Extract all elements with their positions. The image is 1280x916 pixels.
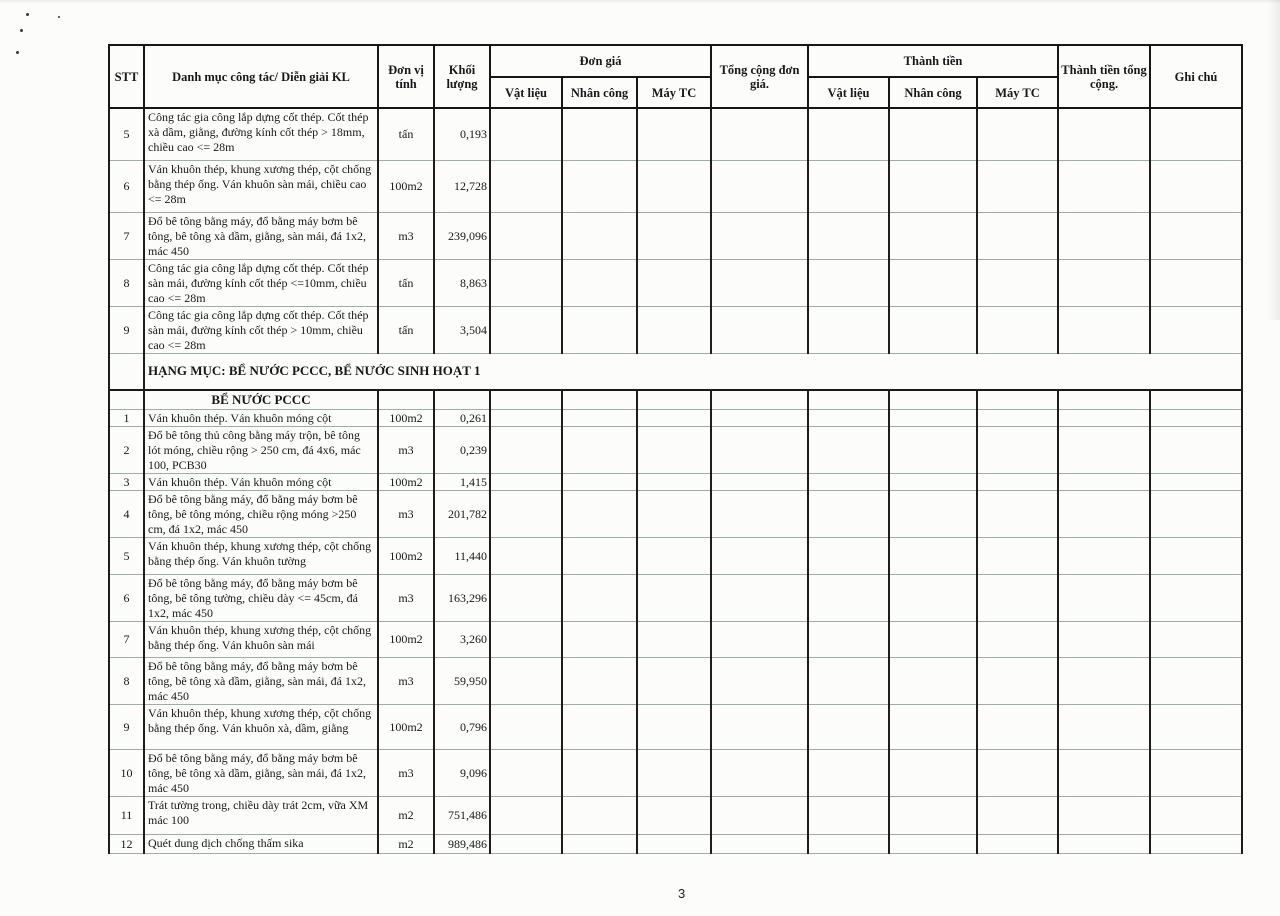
dg-may-tc-cell xyxy=(637,473,711,490)
dg-vat-lieu-cell xyxy=(490,537,562,574)
tt-may-tc-cell xyxy=(977,834,1058,853)
dg-nhan-cong-cell xyxy=(562,160,637,212)
stt-cell xyxy=(109,353,144,390)
tong-cong-don-gia-cell xyxy=(711,212,808,259)
dg-may-tc-cell xyxy=(637,704,711,749)
tt-vat-lieu-cell xyxy=(808,108,889,160)
tong-cong-don-gia-cell xyxy=(711,749,808,796)
dg-may-tc-cell xyxy=(637,834,711,853)
ghi-chu-cell xyxy=(1150,621,1242,657)
ghi-chu-cell xyxy=(1150,749,1242,796)
tt-may-tc-cell xyxy=(977,537,1058,574)
dg-vat-lieu-cell xyxy=(490,749,562,796)
unit-cell: m2 xyxy=(378,796,434,834)
table-row xyxy=(109,657,1242,704)
tt-vat-lieu-cell xyxy=(808,796,889,834)
tt-vat-lieu-cell xyxy=(808,306,889,353)
dg-vat-lieu-cell xyxy=(490,259,562,306)
stt-cell: 2 xyxy=(109,426,144,473)
work-description-cell: Đổ bê tông bằng máy, đổ bằng máy bơm bê tông, bê tông móng, chiều rộng móng >250 cm, đá 1x2, mác 450 xyxy=(144,490,378,537)
stt-cell: 9 xyxy=(109,704,144,749)
unit-cell: 100m2 xyxy=(378,537,434,574)
quantity-cell: 201,782 xyxy=(434,490,490,537)
unit-cell: 100m2 xyxy=(378,409,434,426)
tt-nhan-cong-cell xyxy=(889,409,977,426)
work-description-cell: Ván khuôn thép, khung xương thép, cột chống bằng thép ống. Ván khuôn sàn mái xyxy=(144,621,378,657)
subsection-label: BỂ NƯỚC PCCC xyxy=(144,390,378,409)
dg-may-tc-cell xyxy=(637,426,711,473)
dg-may-tc-cell xyxy=(637,259,711,306)
table-row xyxy=(109,473,1242,490)
header-tt-may-tc: Máy TC xyxy=(977,77,1058,108)
quantity-cell: 11,440 xyxy=(434,537,490,574)
stt-cell: 6 xyxy=(109,160,144,212)
unit-cell: m3 xyxy=(378,749,434,796)
dg-nhan-cong-cell xyxy=(562,212,637,259)
tong-cong-don-gia-cell xyxy=(711,490,808,537)
table-row xyxy=(109,306,1242,353)
dg-vat-lieu-cell xyxy=(490,834,562,853)
scan-edge-right xyxy=(1268,0,1280,320)
tt-vat-lieu-cell xyxy=(808,490,889,537)
ghi-chu-cell xyxy=(1150,259,1242,306)
quantity-cell: 1,415 xyxy=(434,473,490,490)
tong-cong-don-gia-cell xyxy=(711,796,808,834)
tt-nhan-cong-cell xyxy=(889,473,977,490)
ghi-chu-cell xyxy=(1150,390,1242,409)
dg-nhan-cong-cell xyxy=(562,306,637,353)
ghi-chu-cell xyxy=(1150,537,1242,574)
dg-may-tc-cell xyxy=(637,108,711,160)
tt-tong-cong-cell xyxy=(1058,704,1150,749)
quantity-cell: 989,486 xyxy=(434,834,490,853)
dg-may-tc-cell xyxy=(637,160,711,212)
table-row xyxy=(109,259,1242,306)
scan-speck xyxy=(16,51,19,54)
dg-nhan-cong-cell xyxy=(562,490,637,537)
tt-nhan-cong-cell xyxy=(889,259,977,306)
dg-may-tc-cell xyxy=(637,306,711,353)
ghi-chu-cell xyxy=(1150,160,1242,212)
unit-cell: tấn xyxy=(378,306,434,353)
table-row xyxy=(109,796,1242,834)
tong-cong-don-gia-cell xyxy=(711,390,808,409)
header-thanh-tien-tong-cong: Thành tiền tổng cộng. xyxy=(1058,45,1150,108)
work-description-cell: Ván khuôn thép, khung xương thép, cột chống bằng thép ống. Ván khuôn sàn mái, chiều cao <= 28m xyxy=(144,160,378,212)
dg-vat-lieu-cell xyxy=(490,490,562,537)
dg-nhan-cong-cell xyxy=(562,409,637,426)
unit-cell: m2 xyxy=(378,834,434,853)
tt-nhan-cong-cell xyxy=(889,390,977,409)
dg-nhan-cong-cell xyxy=(562,537,637,574)
stt-cell: 7 xyxy=(109,212,144,259)
dg-nhan-cong-cell xyxy=(562,426,637,473)
tong-cong-don-gia-cell xyxy=(711,574,808,621)
dg-nhan-cong-cell xyxy=(562,621,637,657)
dg-vat-lieu-cell xyxy=(490,306,562,353)
stt-cell: 11 xyxy=(109,796,144,834)
tt-tong-cong-cell xyxy=(1058,473,1150,490)
tong-cong-don-gia-cell xyxy=(711,834,808,853)
ghi-chu-cell xyxy=(1150,108,1242,160)
stt-cell: 3 xyxy=(109,473,144,490)
tt-nhan-cong-cell xyxy=(889,834,977,853)
header-dg-vat-lieu: Vật liệu xyxy=(490,77,562,108)
page-number: 3 xyxy=(678,886,686,901)
tt-nhan-cong-cell xyxy=(889,306,977,353)
ghi-chu-cell xyxy=(1150,657,1242,704)
dg-vat-lieu-cell xyxy=(490,796,562,834)
tt-tong-cong-cell xyxy=(1058,749,1150,796)
quantity-cell: 0,239 xyxy=(434,426,490,473)
table-row xyxy=(109,426,1242,473)
subsection-header-row xyxy=(109,390,1242,409)
scan-speck xyxy=(20,29,23,32)
dg-nhan-cong-cell xyxy=(562,834,637,853)
header-danh-muc: Danh mục công tác/ Diễn giải KL xyxy=(144,45,378,108)
table-row xyxy=(109,108,1242,160)
tt-vat-lieu-cell xyxy=(808,473,889,490)
dg-nhan-cong-cell xyxy=(562,796,637,834)
work-description-cell: Đổ bê tông bằng máy, đổ bằng máy bơm bê tông, bê tông xà dầm, giằng, sàn mái, đá 1x2, mác 450 xyxy=(144,212,378,259)
tt-tong-cong-cell xyxy=(1058,574,1150,621)
header-dg-may-tc: Máy TC xyxy=(637,77,711,108)
tt-vat-lieu-cell xyxy=(808,259,889,306)
work-description-cell: Quét dung dịch chống thấm sika xyxy=(144,834,378,853)
ghi-chu-cell xyxy=(1150,704,1242,749)
dg-may-tc-cell xyxy=(637,409,711,426)
dg-vat-lieu-cell xyxy=(490,212,562,259)
tt-vat-lieu-cell xyxy=(808,657,889,704)
ghi-chu-cell xyxy=(1150,409,1242,426)
quantity-cell: 8,863 xyxy=(434,259,490,306)
header-dg-nhan-cong: Nhân công xyxy=(562,77,637,108)
table-row xyxy=(109,834,1242,853)
header-tt-nhan-cong: Nhân công xyxy=(889,77,977,108)
table-row xyxy=(109,212,1242,259)
quantity-cell: 3,260 xyxy=(434,621,490,657)
work-description-cell: Ván khuôn thép. Ván khuôn móng cột xyxy=(144,409,378,426)
dg-may-tc-cell xyxy=(637,657,711,704)
quantity-cell: 0,193 xyxy=(434,108,490,160)
tt-tong-cong-cell xyxy=(1058,621,1150,657)
stt-cell: 8 xyxy=(109,657,144,704)
tt-vat-lieu-cell xyxy=(808,390,889,409)
table-row xyxy=(109,490,1242,537)
quantity-cell: 9,096 xyxy=(434,749,490,796)
header-tt-vat-lieu: Vật liệu xyxy=(808,77,889,108)
unit-cell: 100m2 xyxy=(378,473,434,490)
ghi-chu-cell xyxy=(1150,473,1242,490)
dg-vat-lieu-cell xyxy=(490,160,562,212)
work-description-cell: Công tác gia công lắp dựng cốt thép. Cốt thép sàn mái, đường kính cốt thép <=10mm, chiều cao <= 28m xyxy=(144,259,378,306)
stt-cell: 7 xyxy=(109,621,144,657)
tt-may-tc-cell xyxy=(977,160,1058,212)
tt-nhan-cong-cell xyxy=(889,108,977,160)
work-description-cell: Đổ bê tông bằng máy, đổ bằng máy bơm bê tông, bê tông xà dầm, giằng, sàn mái, đá 1x2, mác 450 xyxy=(144,749,378,796)
header-ghi-chu: Ghi chú xyxy=(1150,45,1242,108)
dg-may-tc-cell xyxy=(637,621,711,657)
dg-vat-lieu-cell xyxy=(490,657,562,704)
tt-vat-lieu-cell xyxy=(808,621,889,657)
stt-cell: 5 xyxy=(109,537,144,574)
dg-may-tc-cell xyxy=(637,212,711,259)
tt-tong-cong-cell xyxy=(1058,390,1150,409)
ghi-chu-cell xyxy=(1150,574,1242,621)
section-header-row xyxy=(109,353,1242,390)
table-row xyxy=(109,621,1242,657)
tt-vat-lieu-cell xyxy=(808,212,889,259)
table-row xyxy=(109,537,1242,574)
tt-tong-cong-cell xyxy=(1058,657,1150,704)
table-row xyxy=(109,704,1242,749)
stt-cell: 5 xyxy=(109,108,144,160)
tt-tong-cong-cell xyxy=(1058,490,1150,537)
work-description-cell: Trát tường trong, chiều dày trát 2cm, vữa XM mác 100 xyxy=(144,796,378,834)
unit-cell: m3 xyxy=(378,574,434,621)
ghi-chu-cell xyxy=(1150,834,1242,853)
work-description-cell: Ván khuôn thép. Ván khuôn móng cột xyxy=(144,473,378,490)
table-row xyxy=(109,160,1242,212)
header-don-vi-tinh: Đơn vị tính xyxy=(378,45,434,108)
table-row xyxy=(109,574,1242,621)
tt-vat-lieu-cell xyxy=(808,749,889,796)
unit-cell: m3 xyxy=(378,426,434,473)
unit-cell: 100m2 xyxy=(378,621,434,657)
header-khoi-luong: Khối lượng xyxy=(434,45,490,108)
work-description-cell: Công tác gia công lắp dựng cốt thép. Cốt thép xà dầm, giằng, đường kính cốt thép > 18mm, chiều cao <= 28m xyxy=(144,108,378,160)
tt-vat-lieu-cell xyxy=(808,160,889,212)
tt-vat-lieu-cell xyxy=(808,574,889,621)
stt-cell: 4 xyxy=(109,490,144,537)
quantity-cell: 12,728 xyxy=(434,160,490,212)
dg-nhan-cong-cell xyxy=(562,473,637,490)
tong-cong-don-gia-cell xyxy=(711,704,808,749)
ghi-chu-cell xyxy=(1150,426,1242,473)
unit-cell: 100m2 xyxy=(378,704,434,749)
tt-may-tc-cell xyxy=(977,473,1058,490)
tong-cong-don-gia-cell xyxy=(711,108,808,160)
quantity-cell: 59,950 xyxy=(434,657,490,704)
tt-tong-cong-cell xyxy=(1058,426,1150,473)
tt-may-tc-cell xyxy=(977,704,1058,749)
table-body xyxy=(109,108,1242,853)
work-description-cell: Đổ bê tông bằng máy, đổ bằng máy bơm bê tông, bê tông tường, chiều dày <= 45cm, đá 1x2, mác 450 xyxy=(144,574,378,621)
scan-edge-top xyxy=(0,0,1280,4)
tt-nhan-cong-cell xyxy=(889,490,977,537)
tt-tong-cong-cell xyxy=(1058,259,1150,306)
cost-estimate-table xyxy=(108,44,1243,854)
quantity-cell: 3,504 xyxy=(434,306,490,353)
section-label: HẠNG MỤC: BỂ NƯỚC PCCC, BỂ NƯỚC SINH HOẠT 1 xyxy=(144,353,1242,390)
header-don-gia-group: Đơn giá xyxy=(490,45,711,77)
header-thanh-tien-group: Thành tiền xyxy=(808,45,1058,77)
tt-tong-cong-cell xyxy=(1058,796,1150,834)
dg-may-tc-cell xyxy=(637,537,711,574)
tong-cong-don-gia-cell xyxy=(711,409,808,426)
unit-cell: tấn xyxy=(378,259,434,306)
quantity-cell xyxy=(434,390,490,409)
quantity-cell: 0,261 xyxy=(434,409,490,426)
dg-nhan-cong-cell xyxy=(562,390,637,409)
scan-speck xyxy=(26,13,29,16)
work-description-cell: Đổ bê tông bằng máy, đổ bằng máy bơm bê tông, bê tông xà dầm, giằng, sàn mái, đá 1x2, mác 450 xyxy=(144,657,378,704)
tt-vat-lieu-cell xyxy=(808,704,889,749)
dg-vat-lieu-cell xyxy=(490,108,562,160)
tt-may-tc-cell xyxy=(977,306,1058,353)
tt-nhan-cong-cell xyxy=(889,426,977,473)
tt-nhan-cong-cell xyxy=(889,796,977,834)
scan-speck xyxy=(58,16,60,18)
quantity-cell: 0,796 xyxy=(434,704,490,749)
tt-may-tc-cell xyxy=(977,657,1058,704)
dg-vat-lieu-cell xyxy=(490,409,562,426)
dg-vat-lieu-cell xyxy=(490,574,562,621)
tong-cong-don-gia-cell xyxy=(711,426,808,473)
tt-vat-lieu-cell xyxy=(808,409,889,426)
tt-nhan-cong-cell xyxy=(889,160,977,212)
dg-vat-lieu-cell xyxy=(490,390,562,409)
dg-nhan-cong-cell xyxy=(562,108,637,160)
tt-may-tc-cell xyxy=(977,108,1058,160)
dg-vat-lieu-cell xyxy=(490,473,562,490)
tt-tong-cong-cell xyxy=(1058,306,1150,353)
unit-cell xyxy=(378,390,434,409)
tt-nhan-cong-cell xyxy=(889,704,977,749)
dg-may-tc-cell xyxy=(637,574,711,621)
dg-nhan-cong-cell xyxy=(562,704,637,749)
header-tong-cong-don-gia: Tổng cộng đơn giá. xyxy=(711,45,808,108)
quantity-cell: 239,096 xyxy=(434,212,490,259)
tong-cong-don-gia-cell xyxy=(711,537,808,574)
unit-cell: m3 xyxy=(378,212,434,259)
tt-may-tc-cell xyxy=(977,749,1058,796)
dg-nhan-cong-cell xyxy=(562,749,637,796)
tt-nhan-cong-cell xyxy=(889,621,977,657)
tt-tong-cong-cell xyxy=(1058,834,1150,853)
dg-vat-lieu-cell xyxy=(490,704,562,749)
stt-cell: 1 xyxy=(109,409,144,426)
tt-may-tc-cell xyxy=(977,390,1058,409)
stt-cell: 6 xyxy=(109,574,144,621)
dg-nhan-cong-cell xyxy=(562,259,637,306)
unit-cell: m3 xyxy=(378,490,434,537)
tt-tong-cong-cell xyxy=(1058,160,1150,212)
tt-nhan-cong-cell xyxy=(889,212,977,259)
tong-cong-don-gia-cell xyxy=(711,160,808,212)
quantity-cell: 751,486 xyxy=(434,796,490,834)
tt-may-tc-cell xyxy=(977,621,1058,657)
tt-nhan-cong-cell xyxy=(889,657,977,704)
ghi-chu-cell xyxy=(1150,306,1242,353)
tt-may-tc-cell xyxy=(977,796,1058,834)
tt-vat-lieu-cell xyxy=(808,426,889,473)
unit-cell: tấn xyxy=(378,108,434,160)
header-stt: STT xyxy=(109,45,144,108)
tong-cong-don-gia-cell xyxy=(711,259,808,306)
work-description-cell: Đổ bê tông thủ công bằng máy trộn, bê tông lót móng, chiều rộng > 250 cm, đá 4x6, mác 100, PCB30 xyxy=(144,426,378,473)
tt-may-tc-cell xyxy=(977,409,1058,426)
stt-cell xyxy=(109,390,144,409)
work-description-cell: Ván khuôn thép, khung xương thép, cột chống bằng thép ống. Ván khuôn xà, dầm, giằng xyxy=(144,704,378,749)
table-header xyxy=(109,45,1242,108)
table-row xyxy=(109,409,1242,426)
unit-cell: m3 xyxy=(378,657,434,704)
stt-cell: 9 xyxy=(109,306,144,353)
tt-may-tc-cell xyxy=(977,259,1058,306)
dg-may-tc-cell xyxy=(637,490,711,537)
dg-may-tc-cell xyxy=(637,390,711,409)
unit-cell: 100m2 xyxy=(378,160,434,212)
tong-cong-don-gia-cell xyxy=(711,657,808,704)
tt-may-tc-cell xyxy=(977,426,1058,473)
tt-tong-cong-cell xyxy=(1058,409,1150,426)
tong-cong-don-gia-cell xyxy=(711,621,808,657)
ghi-chu-cell xyxy=(1150,796,1242,834)
stt-cell: 12 xyxy=(109,834,144,853)
ghi-chu-cell xyxy=(1150,212,1242,259)
dg-may-tc-cell xyxy=(637,749,711,796)
stt-cell: 8 xyxy=(109,259,144,306)
tt-vat-lieu-cell xyxy=(808,834,889,853)
work-description-cell: Ván khuôn thép, khung xương thép, cột chống bằng thép ống. Ván khuôn tường xyxy=(144,537,378,574)
tt-tong-cong-cell xyxy=(1058,537,1150,574)
dg-nhan-cong-cell xyxy=(562,574,637,621)
quantity-cell: 163,296 xyxy=(434,574,490,621)
dg-may-tc-cell xyxy=(637,796,711,834)
tt-tong-cong-cell xyxy=(1058,212,1150,259)
table-row xyxy=(109,749,1242,796)
dg-nhan-cong-cell xyxy=(562,657,637,704)
tt-nhan-cong-cell xyxy=(889,749,977,796)
tt-vat-lieu-cell xyxy=(808,537,889,574)
work-description-cell: Công tác gia công lắp dựng cốt thép. Cốt thép sàn mái, đường kính cốt thép > 10mm, chiều cao <= 28m xyxy=(144,306,378,353)
tt-tong-cong-cell xyxy=(1058,108,1150,160)
ghi-chu-cell xyxy=(1150,490,1242,537)
tong-cong-don-gia-cell xyxy=(711,473,808,490)
tt-may-tc-cell xyxy=(977,212,1058,259)
dg-vat-lieu-cell xyxy=(490,426,562,473)
tt-nhan-cong-cell xyxy=(889,574,977,621)
tt-nhan-cong-cell xyxy=(889,537,977,574)
dg-vat-lieu-cell xyxy=(490,621,562,657)
tt-may-tc-cell xyxy=(977,490,1058,537)
tong-cong-don-gia-cell xyxy=(711,306,808,353)
stt-cell: 10 xyxy=(109,749,144,796)
tt-may-tc-cell xyxy=(977,574,1058,621)
